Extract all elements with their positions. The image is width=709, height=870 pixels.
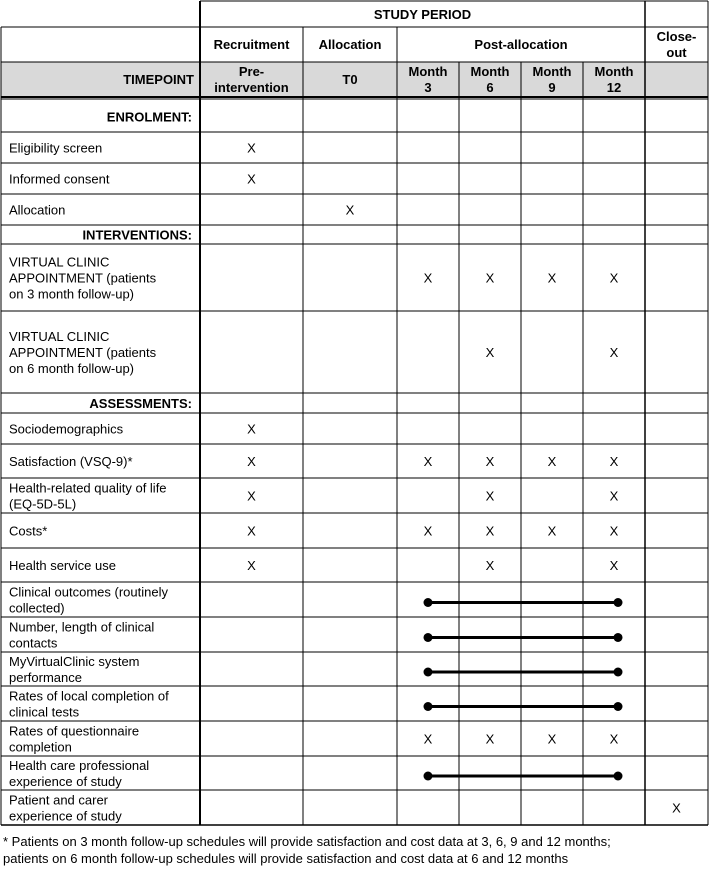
close-out-header: out (666, 45, 687, 60)
row-label: MyVirtualClinic system (9, 654, 140, 669)
schedule-mark: X (485, 523, 495, 539)
schedule-mark: X (345, 202, 355, 218)
schedule-mark: X (485, 345, 495, 360)
schedule-mark: X (609, 488, 619, 504)
duration-bar-end (614, 772, 623, 781)
schedule-mark: X (247, 140, 256, 156)
schedule-mark: X (547, 731, 557, 747)
row-label: Health service use (9, 558, 116, 573)
timepoint-header: 9 (548, 80, 556, 95)
row-label: Clinical outcomes (routinely (9, 584, 168, 600)
schedule-mark: X (247, 558, 256, 573)
timepoint-header: 12 (606, 80, 622, 95)
schedule-mark: X (609, 558, 619, 573)
row-label: Costs* (9, 523, 48, 539)
schedule-mark: X (609, 523, 619, 539)
row-label: APPOINTMENT (patients (9, 345, 157, 360)
schedule-mark: X (247, 171, 256, 187)
timepoint-header: Month (408, 64, 448, 79)
section-header-assessments: ASSESSMENTS: (89, 396, 192, 411)
duration-bar-start (424, 668, 433, 677)
schedule-mark: X (423, 270, 433, 286)
row-label: Rates of questionnaire (9, 723, 140, 739)
schedule-mark: X (547, 454, 557, 469)
row-label: performance (9, 670, 82, 685)
schedule-mark: X (609, 454, 619, 469)
row-label: contacts (9, 635, 58, 651)
schedule-mark: X (547, 523, 557, 539)
recruitment-header: Recruitment (213, 37, 290, 52)
row-label: Rates of local completion of (9, 688, 169, 704)
schedule-mark: X (609, 731, 619, 747)
schedule-mark: X (609, 270, 619, 286)
row-label: Health care professional (9, 758, 150, 773)
section-header-enrolment: ENROLMENT: (106, 109, 192, 125)
row-label: experience of study (9, 774, 122, 789)
schedule-mark: X (423, 731, 433, 747)
row-label: Informed consent (9, 171, 110, 187)
row-label: Allocation (9, 202, 66, 218)
schedule-mark: X (423, 523, 433, 539)
timepoint-header: 3 (424, 80, 432, 95)
schedule-mark: X (485, 558, 495, 573)
allocation-header: Allocation (318, 37, 382, 52)
footnote-line-1: * Patients on 3 month follow-up schedules will provide satisfaction and cost data at 3, 6, 9 and 12 months; (3, 834, 611, 849)
row-label: Eligibility screen (9, 140, 103, 156)
duration-bar-start (424, 598, 433, 607)
row-label: on 3 month follow-up) (9, 286, 135, 302)
duration-bar-start (424, 772, 433, 781)
row-label: Sociodemographics (9, 421, 124, 437)
duration-bar-end (614, 633, 623, 642)
study-period-title: STUDY PERIOD (373, 7, 472, 22)
duration-bar-end (614, 702, 623, 711)
timepoint-header: Month (470, 64, 510, 79)
row-label: collected) (9, 600, 65, 616)
timepoint-header: 6 (486, 80, 494, 95)
row-label: clinical tests (9, 704, 80, 720)
schedule-mark: X (247, 421, 256, 437)
schedule-mark: X (547, 270, 557, 286)
row-label: Health-related quality of life (9, 480, 167, 496)
schedule-mark: X (485, 488, 495, 504)
timepoint-header: Pre- (238, 64, 265, 79)
footnote-line-2: patients on 6 month follow-up schedules will provide satisfaction and cost data at 6 and 12 months (3, 851, 569, 866)
duration-bar-start (424, 633, 433, 642)
close-out-header: Close- (656, 29, 697, 44)
duration-bar-end (614, 598, 623, 607)
footnote (3, 833, 707, 867)
schedule-mark: X (423, 454, 433, 469)
duration-bar-start (424, 702, 433, 711)
row-label: Satisfaction (VSQ-9)* (9, 454, 133, 469)
row-label: Patient and carer (9, 792, 109, 808)
row-label: completion (9, 739, 72, 755)
schedule-mark: X (247, 523, 256, 539)
schedule-mark: X (485, 731, 495, 747)
schedule-mark: X (609, 345, 619, 360)
timepoint-header: T0 (342, 72, 358, 87)
row-label: on 6 month follow-up) (9, 361, 135, 376)
row-label: VIRTUAL CLINIC (9, 254, 110, 270)
timepoint-header: Month (532, 64, 572, 79)
row-label: VIRTUAL CLINIC (9, 329, 110, 344)
schedule-mark: X (485, 454, 495, 469)
timepoint-header: intervention (214, 80, 289, 95)
row-label: (EQ-5D-5L) (9, 496, 77, 512)
row-label: APPOINTMENT (patients (9, 270, 157, 286)
schedule-mark: X (672, 800, 681, 816)
section-header-interventions: INTERVENTIONS: (82, 227, 192, 243)
schedule-mark: X (247, 488, 256, 504)
schedule-mark: X (485, 270, 495, 286)
row-label: Number, length of clinical (9, 619, 155, 635)
timepoint-label: TIMEPOINT (123, 72, 194, 87)
row-label: experience of study (9, 808, 122, 824)
duration-bar-end (614, 668, 623, 677)
timepoint-header: Month (594, 64, 634, 79)
schedule-mark: X (247, 454, 256, 469)
post-allocation-header: Post-allocation (474, 37, 568, 52)
